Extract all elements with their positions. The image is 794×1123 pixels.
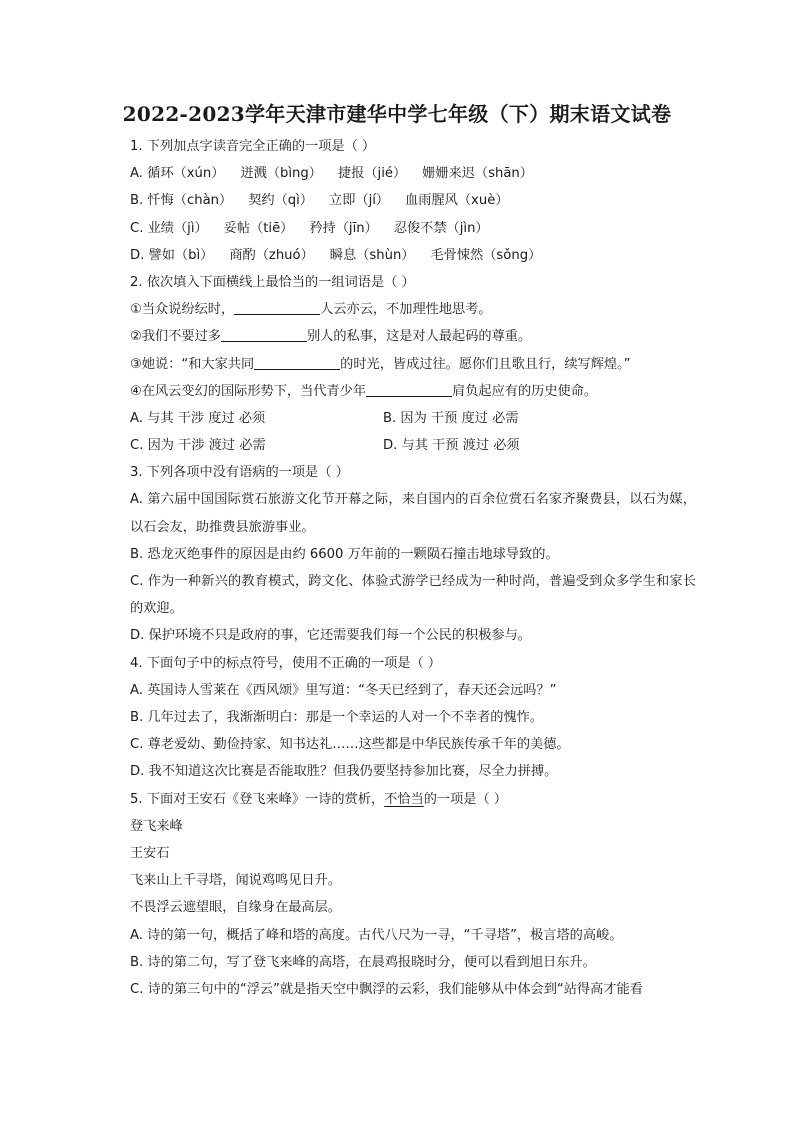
q1-option-c: C. 业绩（jì） 妥帖（tiē） 矜持（jīn） 忍俊不禁（jìn） (130, 220, 489, 236)
q3-option-a: A. 第六届中国国际赏石旅游文化节开幕之际，来自国内的百余位赏石名家齐聚费县，以石为媒，以石会友，助推费县旅游事业。 (130, 492, 696, 535)
q3-option-c: C. 作为一种新兴的教育模式，跨文化、体验式游学已经成为一种时尚，普遍受到众多学生和家长的欢迎。 (130, 574, 696, 617)
q1-option-a: A. 循环（xún） 迸溅（bìng） 捷报（jié） 姗姗来迟（shān） (130, 166, 533, 182)
fill-blank (366, 382, 452, 397)
q2-option-c: C. 因为 干涉 渡过 必需 (130, 438, 266, 454)
q2-options-ab (130, 405, 696, 432)
q4-option-c: C. 尊老爱幼、勤俭持家、知书达礼……这些都是中华民族传承千年的美德。 (130, 737, 570, 753)
q2-option-d: D. 与其 干预 渡过 必须 (383, 438, 520, 454)
q2-stem: 2. 依次填入下面横线上最恰当的一组词语是（ ） (130, 274, 415, 290)
poem-line-1: 飞来山上千寻塔，闻说鸡鸣见日升。 (130, 873, 341, 889)
q4-option-d: D. 我不知道这次比赛是否能取胜？但我仍要坚持参加比赛，尽全力拼搏。 (130, 764, 558, 780)
fill-blank (234, 300, 320, 315)
exam-title: 2022-2023学年天津市建华中学七年级（下）期末语文试卷 (122, 102, 672, 126)
q5-option-c: C. 诗的第三句中的“浮云”就是指天空中飘浮的云彩，我们能够从中体会到“站得高才能看 (130, 981, 643, 997)
q3-option-d: D. 保护环境不只是政府的事，它还需要我们每一个公民的积极参与。 (130, 628, 531, 644)
fill-blank (221, 327, 307, 342)
q4-option-b: B. 几年过去了，我渐渐明白：那是一个幸运的人对一个不幸者的愧怍。 (130, 710, 544, 725)
q1-option-d: D. 譬如（bì） 商酌（zhuó） 瞬息（shùn） 毛骨悚然（sǒng） (130, 247, 542, 263)
exam-content (130, 133, 696, 1003)
q2-option-a: A. 与其 干涉 度过 必须 (130, 410, 266, 426)
q5-option-a: A. 诗的第一句，概括了峰和塔的高度。古代八尺为一寻，“千寻塔”，极言塔的高峻。 (130, 927, 623, 943)
q2-sentence-3: ③她说：“和大家共同 的时光，皆成过往。愿你们且歌且行，续写辉煌。” (130, 356, 631, 372)
q1-stem: 1. 下列加点字读音完全正确的一项是（ ） (130, 139, 376, 154)
q3-option-b: B. 恐龙灭绝事件的原因是由约 6600 万年前的一颗陨石撞击地球导致的。 (130, 546, 559, 562)
q4-stem: 4. 下面句子中的标点符号，使用不正确的一项是（ ） (130, 655, 442, 671)
underlined-emphasis: 不恰当 (384, 791, 424, 807)
fill-blank (254, 355, 340, 370)
q4-option-a: A. 英国诗人雪莱在《西风颂》里写道：“冬天已经到了，春天还会远吗？” (130, 682, 557, 698)
q3-stem: 3. 下列各项中没有语病的一项是（ ） (130, 465, 349, 481)
poem-title: 登飞来峰 (130, 818, 183, 834)
poem-author: 王安石 (130, 845, 170, 861)
q2-sentence-4: ④在风云变幻的国际形势下，当代青少年 肩负起应有的历史使命。 (130, 383, 598, 399)
q2-options-cd (130, 432, 696, 459)
q2-option-b: B. 因为 干预 度过 必需 (383, 410, 519, 426)
q2-sentence-1: ①当众说纷纭时， 人云亦云，不加理性地思考。 (130, 302, 492, 318)
poem-line-2: 不畏浮云遮望眼，自缘身在最高层。 (130, 900, 341, 916)
q5-option-b: B. 诗的第二句，写了登飞来峰的高塔，在晨鸡报晓时分，便可以看到旭日东升。 (130, 954, 596, 970)
q1-option-b: B. 忏悔（chàn） 契约（qì） 立即（jí） 血雨腥风（xuè） (130, 193, 509, 209)
q2-sentence-2: ②我们不要过多 别人的私事，这是对人最起码的尊重。 (130, 329, 532, 345)
q5-stem: 5. 下面对王安石《登飞来峰》一诗的赏析，不恰当的一项是（ ） (130, 791, 508, 807)
